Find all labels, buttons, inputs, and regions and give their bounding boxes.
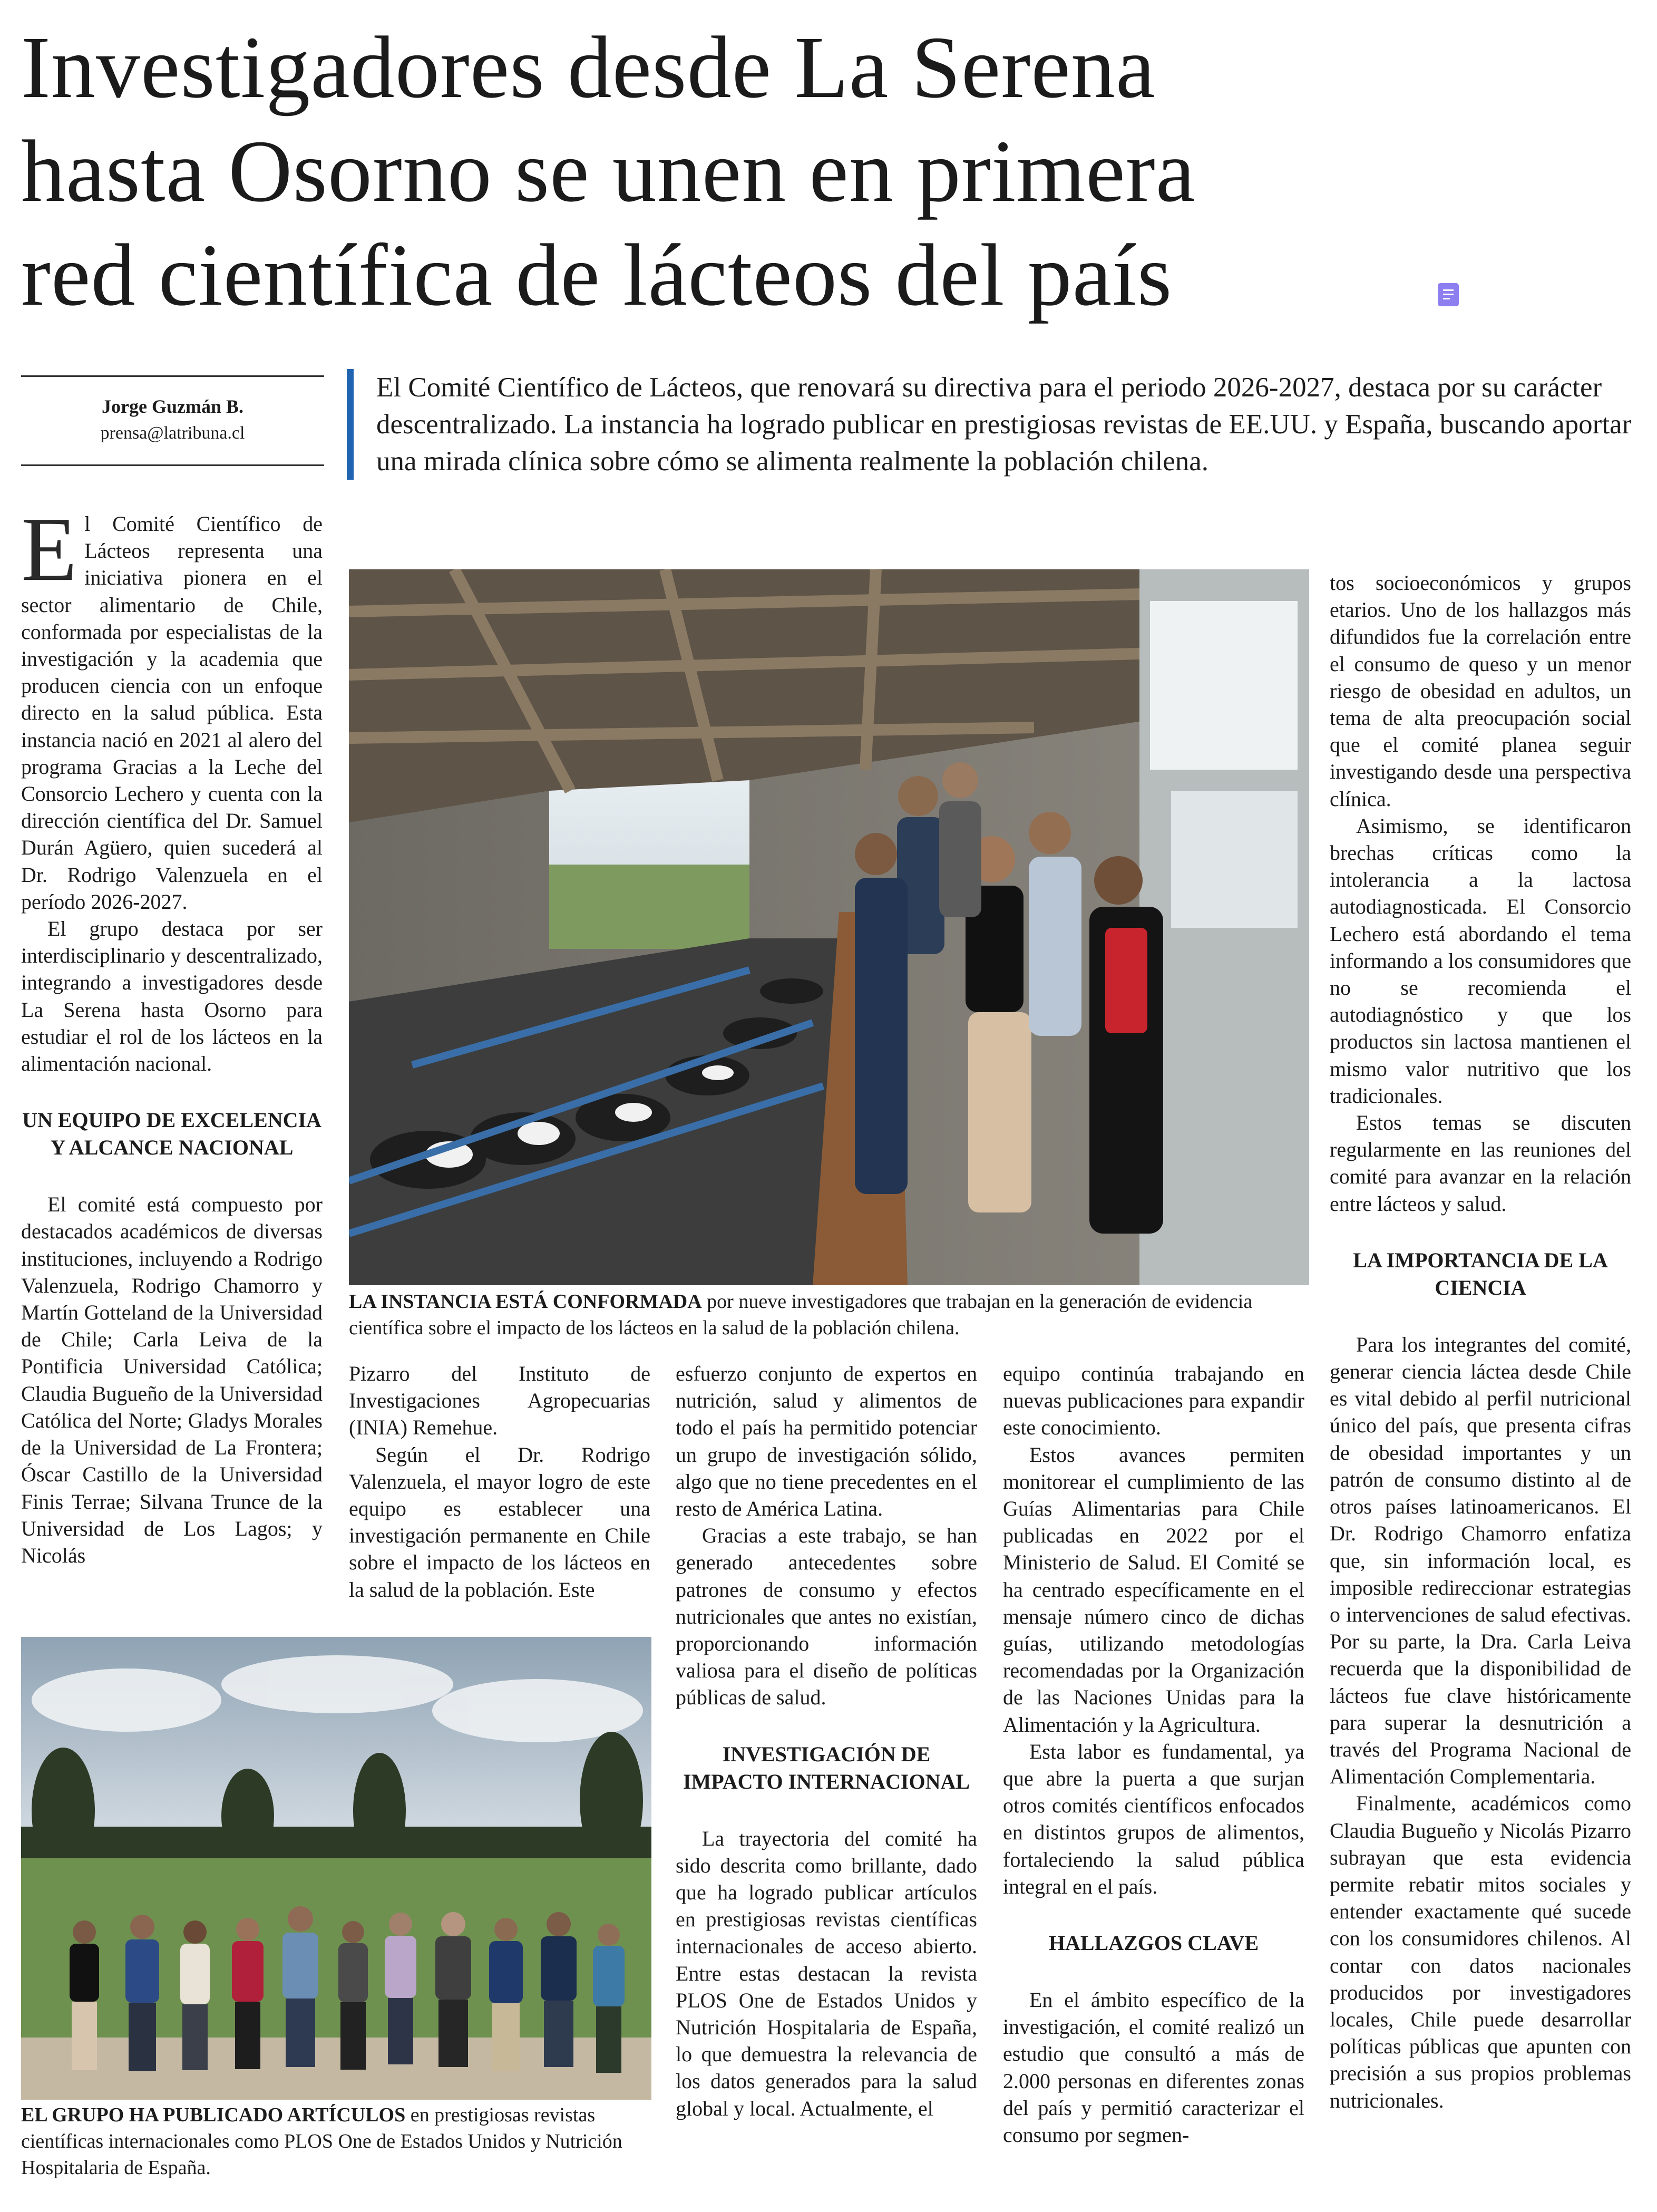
subheading-hallazgos: HALLAZGOS CLAVE [1048, 1931, 1259, 1955]
caption-text: en prestigiosas revistas científicas internacionales como PLOS One de Estados Unidos y Nutrición Hospitalaria de España. [21, 2104, 622, 2179]
paragraph: Estos temas se discuten regularmente en las reuniones del comité para avanzar en la relación entre lácteos y salud. [1330, 1111, 1631, 1216]
caption-bold: LA INSTANCIA ESTÁ CONFORMADA [349, 1291, 702, 1313]
subheading-investigacion: INVESTIGACIÓN DE IMPACTO INTERNACIONAL [683, 1742, 970, 1793]
paragraph: En el ámbito específico de la investigación, el comité realizó un estudio que consultó a más de 2.000 personas en diferentes zonas del país y permitió caracterizar el consumo por segmen- [1003, 1988, 1304, 2147]
paragraph-intro: El Comité Científico de Lácteos representa una iniciativa pionera en el sector alimentario de Chile, conformada por especialistas de la investigación y la academia que producen ciencia con un enfoque directo en la salud pública. Esta instancia nació en 2021 al alero del programa Gracias a la Leche del Consorcio Lechero y cuenta con la dirección científica del Dr. Samuel Durán Agüero, quien sucederá al Dr. Rodrigo Valenzuela en el período 2026-2027. [21, 498, 323, 914]
paragraph: equipo continúa trabajando en nuevas publicaciones para expandir este conocimiento. [1003, 1362, 1304, 1440]
caption-bold: EL GRUPO HA PUBLICADO ARTÍCULOS [21, 2104, 406, 2126]
headline-line-3: red científica de lácteos del país [21, 226, 1173, 324]
headline-line-1: Investigadores desde La Serena [21, 18, 1156, 117]
photo-2-caption [21, 2102, 651, 2181]
column-4 [1003, 1360, 1304, 2148]
paragraph: Según el Dr. Rodrigo Valenzuela, el mayor logro de este equipo es establecer una investigación permanente en Chile sobre el impacto de los lácteos en la salud de la población. Este [349, 1442, 650, 1602]
lead-paragraph: El Comité Científico de Lácteos, que renovará su directiva para el periodo 2026-2027, destaca por su carácter descentralizado. La instancia ha logrado publicar en prestigiosas revistas de EE.UU. y España, buscando aportar una mirada clínica sobre cómo se alimenta realmente la población chilena. [347, 369, 1654, 480]
photo-researchers-dairy-barn [349, 569, 1309, 1285]
byline [21, 375, 324, 466]
drop-cap: E [21, 498, 77, 600]
subheading-importancia: LA IMPORTANCIA DE LA CIENCIA [1353, 1248, 1608, 1299]
column-3 [676, 1360, 977, 2122]
paragraph: Gracias a este trabajo, se han generado antecedentes sobre patrones de consumo y efectos nutricionales que antes no existían, proporcionando información valiosa para el diseño de políticas públicas de salud. [676, 1524, 977, 1710]
paragraph: La trayectoria del comité ha sido descrita como brillante, dado que ha logrado publicar artículos en prestigiosas revistas científicas internacionales de acceso abierto. Entre estas destacan la revista PLOS One de Estados Unidos y Nutrición Hospitalaria de España, lo que demuestra la relevancia de los datos generados para la salud global y local. Actualmente, el [676, 1826, 977, 2120]
column-5 [1330, 569, 1631, 2114]
paragraph: El comité está compuesto por destacados académicos de diversas instituciones, incluyendo a Rodrigo Valenzuela, Rodrigo Chamorro y Martín Gotteland de la Universidad de Chile; Carla Leiva de la Pontificia Universidad Católica; Claudia Bugueño de la Universidad Católica del Norte; Gladys Morales de la Universidad de La Frontera; Óscar Castillo de la Universidad Finis Terrae; Silvana Trunce de la Universidad de Los Lagos; y Nicolás [21, 1192, 323, 1567]
photo-group-field [21, 1637, 651, 2100]
paragraph: Pizarro del Instituto de Investigaciones Agropecuarias (INIA) Remehue. [349, 1362, 650, 1440]
paragraph: Estos avances permiten monitorear el cumplimiento de las Guías Alimentarias para Chile publicadas en 2022 por el Ministerio de Salud. El Comité se ha centrado específicamente en el mensaje número cinco de dichas guías, utilizando metodologías recomendadas por la Organización de las Naciones Unidas para la Alimentación y la Agricultura. [1003, 1442, 1304, 1736]
photo-1-caption [349, 1288, 1309, 1341]
headline-line-2: hasta Osorno se unen en primera [21, 122, 1196, 220]
paragraph: tos socioeconómicos y grupos etarios. Uno de los hallazgos más difundidos fue la correlación entre el consumo de queso y un menor riesgo de obesidad en adultos, un tema de alta preocupación social que el comité planea seguir investigando desde una perspectiva clínica. [1330, 571, 1631, 811]
column-2 [349, 1360, 650, 1603]
field-illustration [21, 1637, 651, 2100]
paragraph: El grupo destaca por ser interdisciplinario y descentralizado, integrando a investigadores desde La Serena hasta Osorno para estudiar el rol de los lácteos en la alimentación nacional. [21, 917, 323, 1076]
caption-text: por nueve investigadores que trabajan en la generación de evidencia científica sobre el impacto de los lácteos en la salud de la población chilena. [349, 1291, 1253, 1339]
paragraph: Para los integrantes del comité, generar ciencia láctea desde Chile es vital debido al perfil nutricional único del país, que presenta cifras de obesidad importantes y un patrón de consumo distinto al de otros países latinoamericanos. El Dr. Rodrigo Chamorro enfatiza que, sin información local, es imposible redireccionar estrategias o intervenciones de salud efectivas. Por su parte, la Dra. Carla Leiva recuerda que la disponibilidad de lácteos fue clave históricamente para superar la desnutrición a través del Programa Nacional de Alimentación Complementaria. [1330, 1332, 1631, 1789]
headline [21, 16, 1549, 327]
subheading-equipo: UN EQUIPO DE EXCELENCIA Y ALCANCE NACIONAL [22, 1108, 321, 1160]
note-icon[interactable] [1438, 283, 1459, 306]
paragraph: esfuerzo conjunto de expertos en nutrición, salud y alimentos de todo el país ha permitido potenciar un grupo de investigación sólido, algo que no tiene precedentes en el resto de América Latina. [676, 1362, 977, 1521]
author-name: Jorge Guzmán B. [102, 396, 243, 417]
column-1 [21, 498, 323, 1569]
paragraph: Finalmente, académicos como Claudia Bugueño y Nicolás Pizarro subrayan que esta evidencia permite rebatir mitos sociales y entender exactamente qué sucede con los consumidores chilenos. Al contar con datos nacionales producidos por investigadores locales, Chile puede desarrollar políticas públicas que apunten con precisión a sus propios problemas nutricionales. [1330, 1791, 1631, 2112]
barn-illustration [349, 569, 1309, 1285]
paragraph: Esta labor es fundamental, ya que abre la puerta a que surjan otros comités científicos enfocados en distintos grupos de alimentos, fortaleciendo la salud pública integral en el país. [1003, 1739, 1304, 1898]
author-email: prensa@latribuna.cl [100, 423, 245, 443]
paragraph: Asimismo, se identificaron brechas críticas como la intolerancia a la lactosa autodiagnosticada. El Consorcio Lechero está abordando el tema informando a los consumidores que no se recomienda el autodiagnóstico y que los productos sin lactosa mantienen el mismo valor nutritivo que los tradicionales. [1330, 813, 1631, 1108]
